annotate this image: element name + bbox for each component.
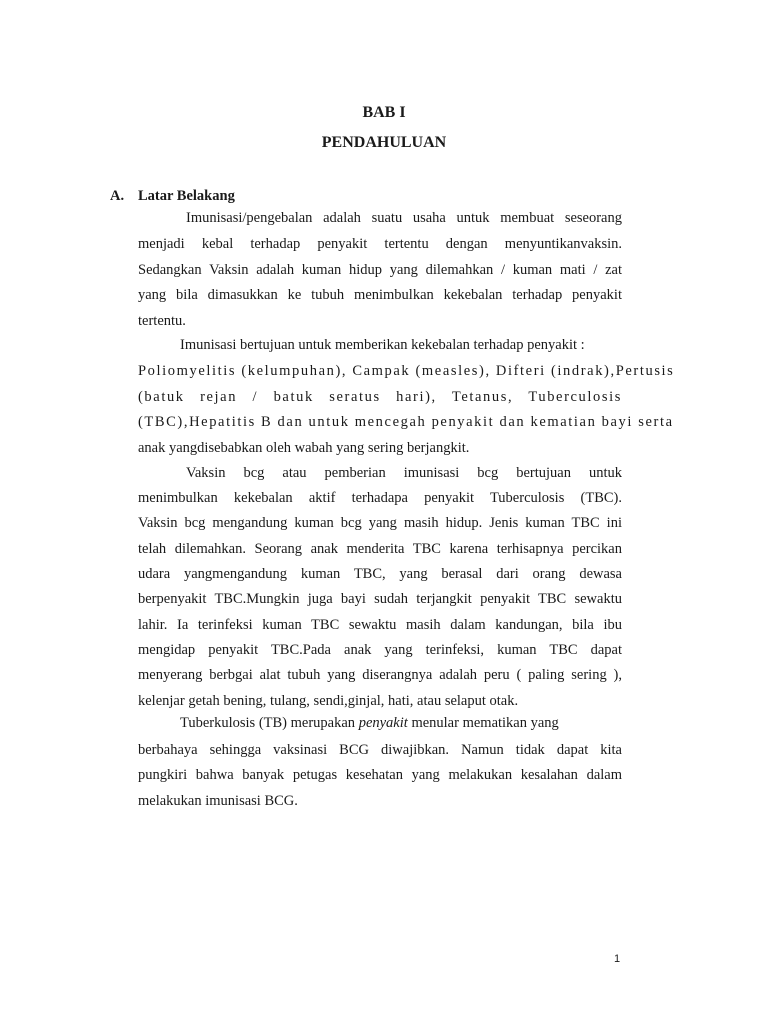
paragraph-line: berpenyakit TBC.Mungkin juga bayi sudah terjangkit penyakit TBC sewaktu	[138, 591, 622, 607]
paragraph-line: berbahaya sehingga vaksinasi BCG diwajibkan. Namun tidak dapat kita	[138, 742, 622, 758]
paragraph-line: menjadi kebal terhadap penyakit tertentu dengan menyuntikanvaksin.	[138, 236, 622, 252]
paragraph-line: lahir. Ia terinfeksi kuman TBC sewaktu masih dalam kandungan, bila ibu	[138, 617, 622, 633]
paragraph-line: anak yangdisebabkan oleh wabah yang sering berjangkit.	[138, 440, 470, 456]
paragraph-line: Vaksin bcg atau pemberian imunisasi bcg bertujuan untuk	[186, 465, 622, 481]
chapter-title: PENDAHULUAN	[321, 134, 447, 151]
paragraph-line: Imunisasi bertujuan untuk memberikan kekebalan terhadap penyakit :	[180, 337, 585, 353]
paragraph-line: tertentu.	[138, 313, 186, 329]
section-heading	[110, 188, 235, 205]
paragraph-line: pungkiri bahwa banyak petugas kesehatan yang melakukan kesalahan dalam	[138, 767, 622, 783]
emphasized-word: penyakit	[358, 715, 408, 731]
paragraph-line: melakukan imunisasi BCG.	[138, 793, 298, 809]
page-number: 1	[614, 953, 621, 965]
paragraph-line: menimbulkan kekebalan aktif terhadapa penyakit Tuberculosis (TBC).	[138, 490, 622, 506]
paragraph-line: telah dilemahkan. Seorang anak menderita TBC karena terhisapnya percikan	[138, 541, 622, 557]
paragraph-line: kelenjar getah bening, tulang, sendi,ginjal, hati, atau selaput otak.	[138, 693, 519, 709]
paragraph-line: mengidap penyakit TBC.Pada anak yang terinfeksi, kuman TBC dapat	[138, 642, 622, 658]
paragraph-line: Poliomyelitis (kelumpuhan), Campak (measles), Difteri (indrak),Pertusis	[138, 363, 675, 379]
paragraph-line: Tuberkulosis (TB) merupakan penyakit menular mematikan yang	[180, 715, 559, 731]
paragraph-line: Imunisasi/pengebalan adalah suatu usaha untuk membuat seseorang	[186, 210, 622, 226]
section-title: Latar Belakang	[138, 188, 235, 204]
chapter-number: BAB I	[362, 104, 406, 121]
paragraph-line: udara yangmengandung kuman TBC, yang berasal dari orang dewasa	[138, 566, 622, 582]
section-label: A.	[110, 188, 125, 204]
paragraph-line: (TBC),Hepatitis B dan untuk mencegah penyakit dan kematian bayi serta	[138, 414, 674, 430]
paragraph-line: (batuk rejan / batuk seratus hari), Tetanus, Tuberculosis	[138, 389, 622, 405]
paragraph-line: Vaksin bcg mengandung kuman bcg yang masih hidup. Jenis kuman TBC ini	[138, 515, 622, 531]
paragraph-line: Sedangkan Vaksin adalah kuman hidup yang dilemahkan / kuman mati / zat	[138, 262, 622, 278]
paragraph-line: yang bila dimasukkan ke tubuh menimbulkan kekebalan terhadap penyakit	[138, 287, 622, 303]
paragraph-line: menyerang berbgai alat tubuh yang diserangnya adalah peru ( paling sering ),	[138, 667, 622, 683]
